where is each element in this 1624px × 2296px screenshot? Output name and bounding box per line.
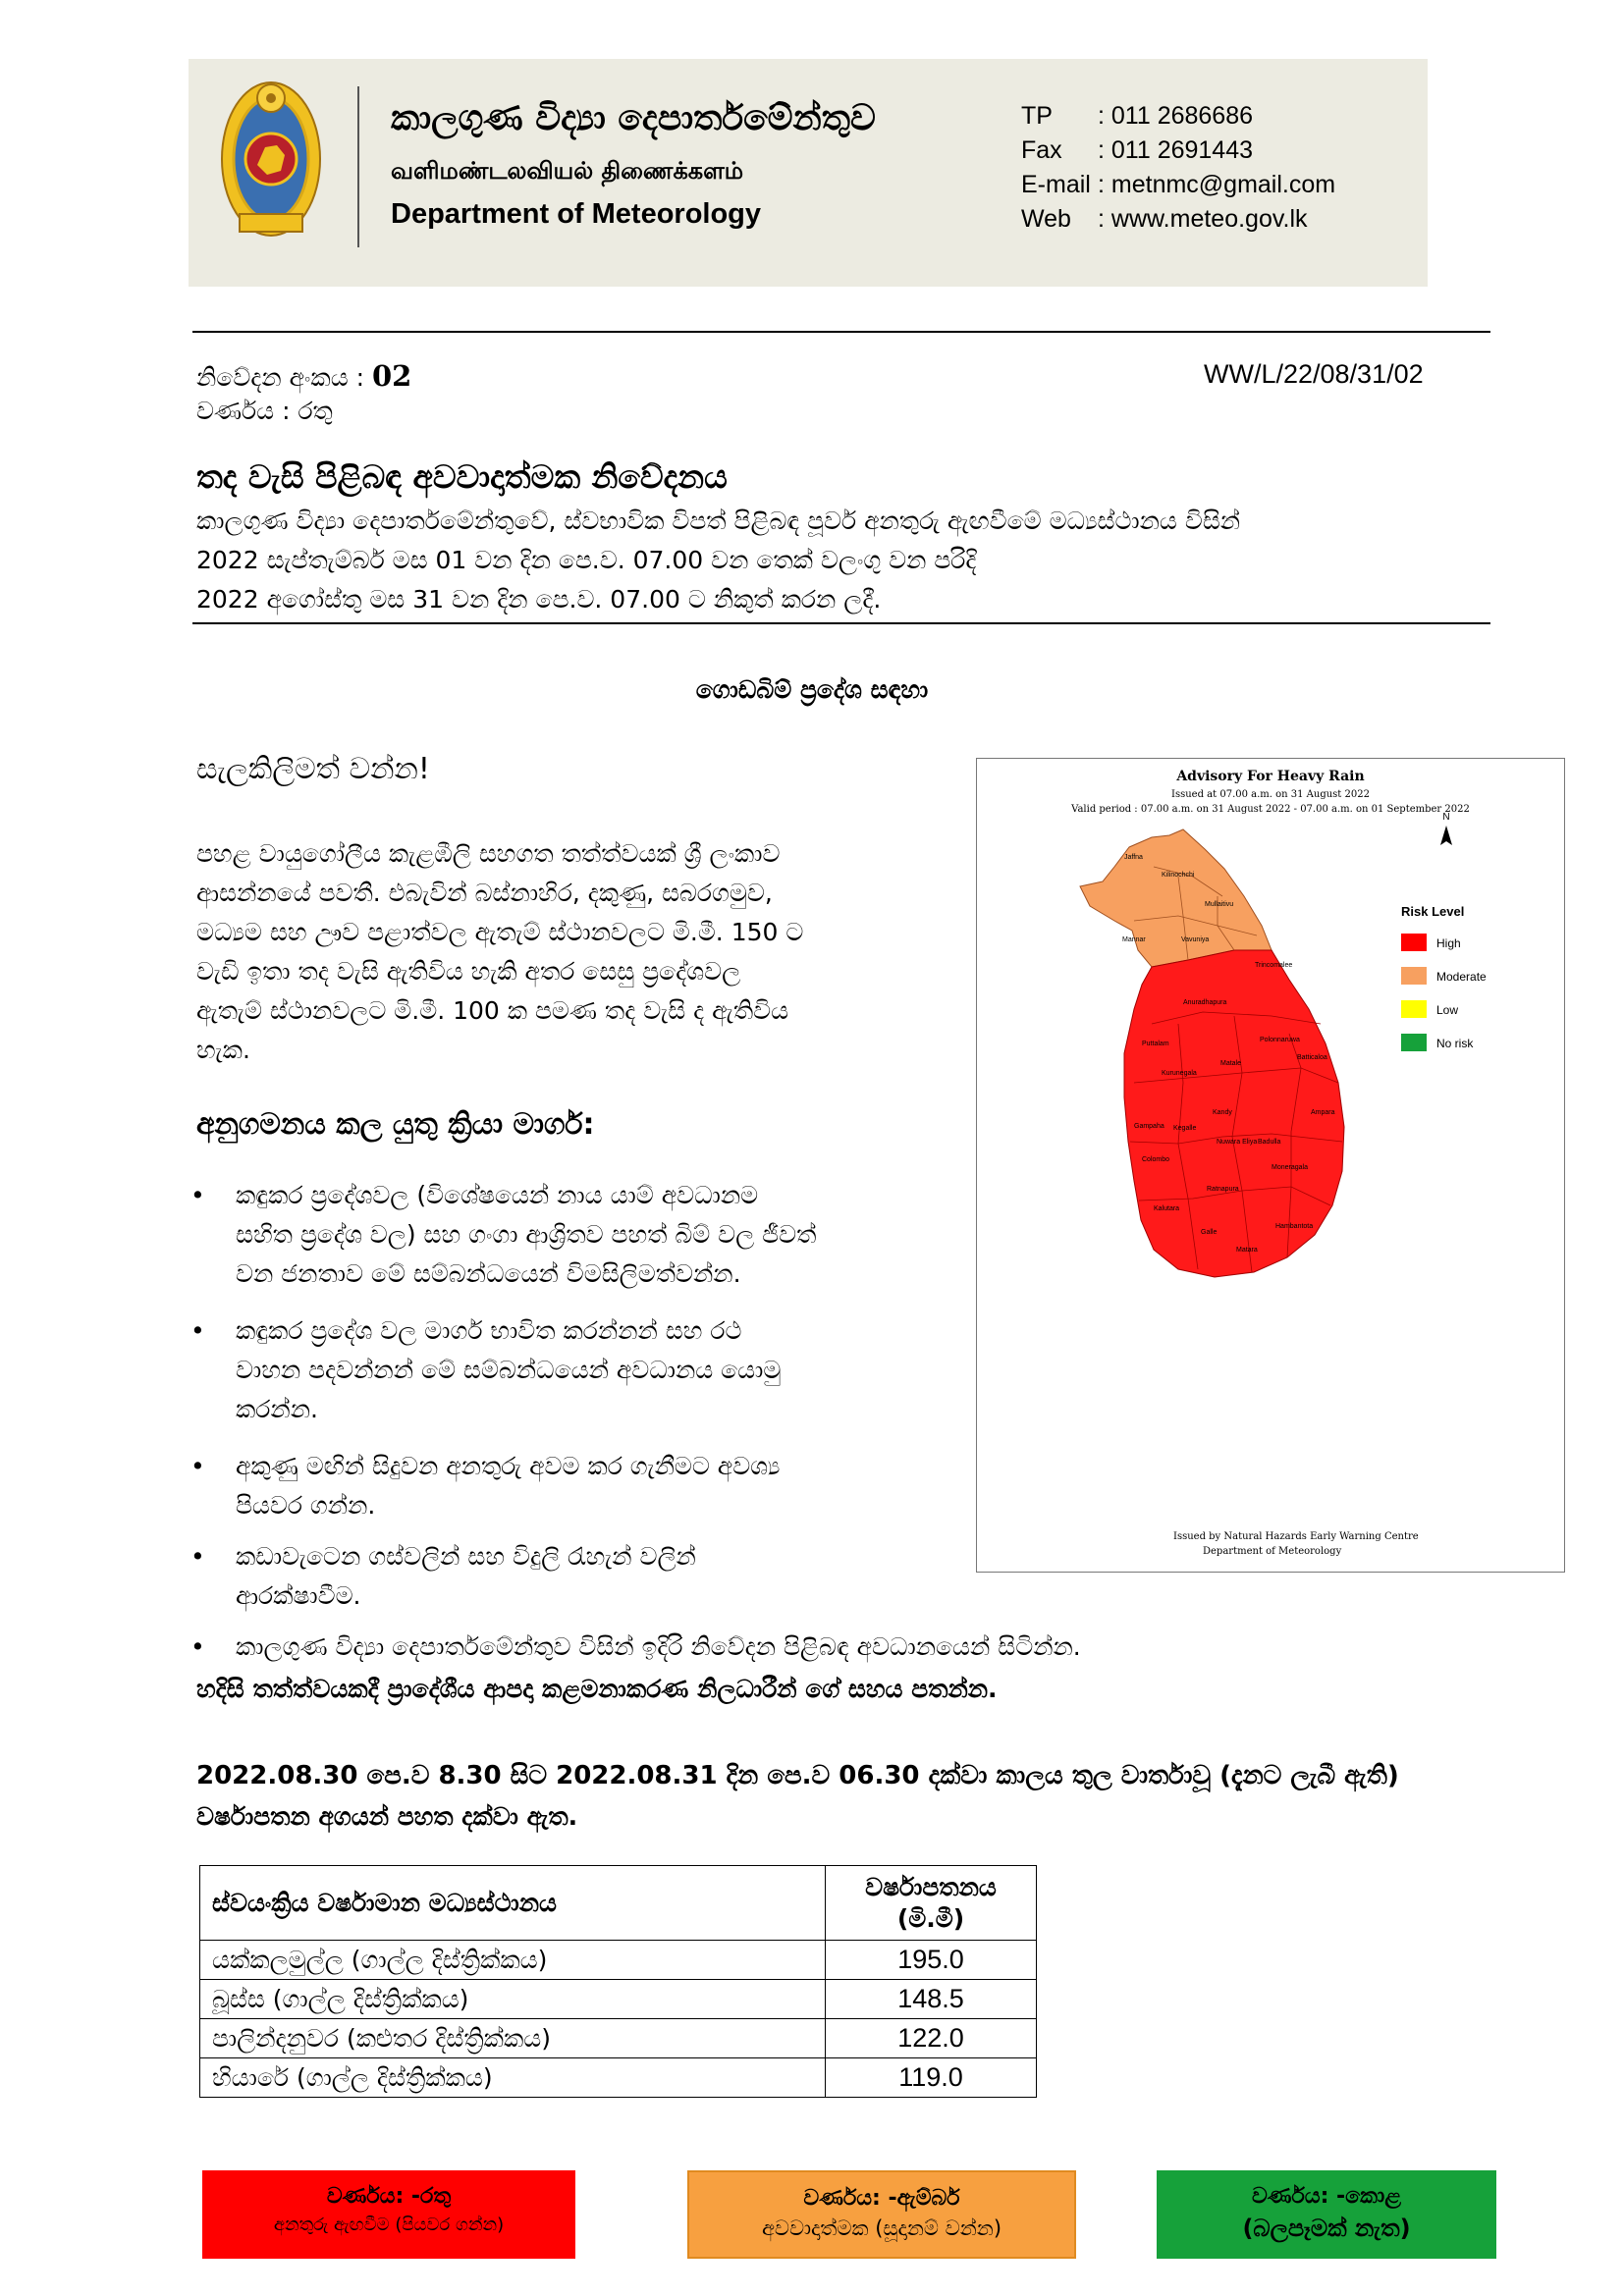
bullet-icon: •: [190, 1632, 205, 1661]
action-line: සහිත ප්‍රදේශ වල) සහ ගංගා ආශ්‍රිතව පහත් බිම් වල ජීවත්: [236, 1220, 817, 1249]
header-divider: [357, 86, 359, 247]
rainfall-table: [199, 1865, 1037, 2098]
rainfall-cell: 148.5: [826, 1980, 1037, 2019]
divider-top: [192, 331, 1490, 333]
alert-line: හැක.: [196, 1036, 250, 1064]
action-line: කඳුකර ප්‍රදේශවල (විශේෂයෙන් නාය යාම් අවධානම: [236, 1181, 759, 1209]
risk-level-title: Risk Level: [1401, 904, 1465, 919]
district-label: Galle: [1201, 1229, 1218, 1236]
legend-green-title: වර්ණය: -කොළ: [1251, 2184, 1402, 2209]
action-line: කරන්න.: [236, 1395, 318, 1423]
action-item: [190, 1176, 816, 1294]
district-label: Puttalam: [1142, 1041, 1169, 1047]
action-item: [190, 1537, 696, 1616]
legend-amber: [687, 2170, 1076, 2259]
dept-name-tamil: வளிமண்டலவியல் திணைக்களம்: [391, 157, 744, 185]
district-label: Trincomalee: [1255, 962, 1293, 969]
district-label: Vavuniya: [1181, 936, 1210, 943]
legend-green-desc: (බලපෑමක් නැත): [1242, 2215, 1411, 2242]
notice-reference: WW/L/22/08/31/02: [1204, 359, 1424, 389]
district-label: Hambantota: [1275, 1223, 1314, 1230]
risk-label-low: Low: [1436, 1003, 1459, 1017]
rainfall-intro-line-2: වර්ෂාපතන අගයන් පහත දක්වා ඇත.: [196, 1802, 578, 1831]
legend-red-title: වර්ණය: -රතු: [326, 2184, 452, 2209]
bullet-icon: •: [190, 1316, 205, 1345]
legend-amber-title: වර්ණය: -ඇම්බර්: [803, 2186, 960, 2211]
notice-number-label: නිවේදන අංකය :: [196, 363, 365, 392]
bullet-icon: •: [190, 1181, 205, 1209]
district-label: Kegalle: [1173, 1125, 1197, 1132]
contact-label-email: E-mail: [1021, 171, 1091, 198]
station-cell: බූස්ස (ගාල්ල දිස්ත්‍රික්කය): [200, 1980, 826, 2019]
bullet-icon: •: [190, 1542, 205, 1571]
legend-red: [202, 2170, 575, 2259]
map-title: Advisory For Heavy Rain: [1176, 769, 1365, 784]
district-label: Mannar: [1122, 936, 1146, 943]
divider-notice: [192, 622, 1490, 624]
heavy-rain-advisory-map: [976, 758, 1565, 1573]
rainfall-cell: 119.0: [826, 2058, 1037, 2098]
issued-line-2: 2022 සැප්තැම්බර් මස 01 වන දින පෙ.ව. 07.00 වන තෙක් වලංගු වන පරිදි: [196, 546, 977, 574]
alert-line: මධ්‍යම සහ ඌව පළාත්වල ඇතැම් ස්ථානවලට මි.මී. 150 ට: [196, 918, 804, 946]
rainfall-cell: 122.0: [826, 2019, 1037, 2058]
table-header-station: ස්වයංක්‍රිය වර්ෂාමාන මධ්‍යස්ථානය: [200, 1866, 826, 1941]
action-item: [190, 1311, 781, 1429]
issued-line-1: කාලගුණ විද්‍යා දෙපාර්තමේන්තුවේ, ස්වභාවික විපත් පිළිබඳ පූර්ව අනතුරු ඇඟවීමේ මධ්‍යස්ථානය විසින්: [196, 507, 1241, 535]
contact-label-fax: Fax: [1021, 136, 1062, 164]
action-line: පියවර ගන්න.: [236, 1491, 376, 1520]
station-cell: යක්කලමුල්ල (ගාල්ල දිස්ත්‍රික්කය): [200, 1941, 826, 1980]
risk-swatch-high: [1401, 934, 1427, 951]
issued-line-3: 2022 අගෝස්තු මස 31 වන දින පෙ.ව. 07.00 ට නිකුත් කරන ලදී.: [196, 585, 882, 614]
alert-paragraph: [196, 834, 923, 1070]
district-label: Matale: [1220, 1060, 1242, 1067]
notice-title: තද වැසි පිළිබඳ අවවාදාත්මක නිවේදනය: [196, 457, 728, 496]
district-label: Gampaha: [1134, 1123, 1164, 1130]
contact-value-tp: : 011 2686686: [1098, 102, 1254, 130]
action-line: වන ජනතාව මේ සම්බන්ධයෙන් විමසිලිමත්වන්න.: [236, 1259, 741, 1288]
district-label: Mullaitivu: [1205, 901, 1234, 908]
table-row: [200, 1941, 1037, 1980]
risk-swatch-moderate: [1401, 967, 1427, 985]
section-title: ගොඩබිම් ප්‍රදේශ සඳහා: [695, 675, 929, 704]
alert-heading: සැලකිලිමත් වන්න!: [196, 752, 430, 786]
rainfall-header-line: වර්ෂාපතනය: [865, 1872, 997, 1901]
contact-label-web: Web: [1021, 205, 1071, 233]
north-arrow-icon: [1440, 812, 1452, 845]
district-label: Anuradhapura: [1183, 999, 1227, 1006]
district-label: Kandy: [1213, 1109, 1232, 1116]
table-row: [200, 1980, 1037, 2019]
table-row: [200, 2058, 1037, 2098]
district-label: Polonnaruwa: [1260, 1037, 1300, 1043]
station-cell: පාලින්දනුවර (කළුතර දිස්ත්‍රික්කය): [200, 2019, 826, 2058]
district-label: Colombo: [1142, 1156, 1170, 1163]
map-valid-period: Valid period : 07.00 a.m. on 31 August 2022 - 07.00 a.m. on 01 September 2022: [1071, 804, 1470, 815]
rainfall-header-unit: (මි.මී): [896, 1903, 965, 1933]
action-line: කඩාවැටෙන ගස්වලින් සහ විදුලි රැහැන් වලින්: [236, 1542, 696, 1571]
risk-swatch-low: [1401, 1000, 1427, 1018]
svg-text:N: N: [1442, 812, 1450, 823]
bullet-icon: •: [190, 1452, 205, 1480]
contact-label-tp: TP: [1021, 102, 1053, 130]
alert-line: ආසන්නයේ පවතී. එබැවින් බස්නාහිර, දකුණු, සබරගමුව,: [196, 879, 773, 907]
table-header-row: [200, 1866, 1037, 1941]
action-item: [190, 1447, 780, 1525]
risk-label-moderate: Moderate: [1436, 970, 1487, 984]
dept-name-english: Department of Meteorology: [391, 198, 762, 230]
contact-value-web: : www.meteo.gov.lk: [1098, 205, 1308, 233]
notice-number: 02: [372, 359, 412, 393]
district-label: Jaffna: [1124, 854, 1143, 861]
map-footer-dept: Department of Meteorology: [1203, 1546, 1342, 1557]
district-label: Ampara: [1311, 1109, 1335, 1116]
district-label: Ratnapura: [1207, 1186, 1239, 1193]
station-cell: හියාරේ (ගාල්ල දිස්ත්‍රික්කය): [200, 2058, 826, 2098]
rainfall-intro-line-1: 2022.08.30 පෙ.ව 8.30 සිට 2022.08.31 දින පෙ.ව 06.30 දක්වා කාලය තුල වාර්තාවූ (දැනට ලැබී ඇති): [196, 1761, 1399, 1790]
district-label: Batticaloa: [1297, 1054, 1327, 1061]
district-label: Matara: [1236, 1247, 1258, 1254]
action-line: ආරක්ෂාවීම.: [236, 1581, 361, 1610]
action-item: [190, 1628, 1081, 1667]
actions-heading: අනුගමනය කල යුතු ක්‍රියා මාර්ග:: [196, 1107, 595, 1142]
dept-name-sinhala: කාලගුණ විද්‍යා දෙපාර්තමේන්තුව: [391, 98, 876, 138]
contact-value-email: : metnmc@gmail.com: [1098, 171, 1336, 198]
legend-red-desc: අනතුරු ඇඟවීම (පියවර ගන්න): [273, 2215, 505, 2235]
notice-number-line: [196, 359, 411, 393]
sri-lanka-emblem-icon: [218, 77, 324, 241]
district-label: Kalutara: [1154, 1205, 1180, 1212]
map-moderate-region: [1080, 829, 1272, 967]
risk-label-no-risk: No risk: [1436, 1037, 1474, 1050]
risk-swatch-no-risk: [1401, 1034, 1427, 1051]
notice-color: වර්ණය : රතු: [196, 397, 333, 425]
district-label: Kilinochchi: [1162, 872, 1195, 879]
action-line: කාලගුණ විද්‍යා දෙපාර්තමේන්තුව විසින් ඉදිරි නිවේදන පිළිබඳ අවධානයෙන් සිටින්න.: [236, 1632, 1081, 1661]
contact-value-fax: : 011 2691443: [1098, 136, 1254, 164]
risk-label-high: High: [1436, 936, 1461, 950]
legend-green: [1157, 2170, 1496, 2259]
district-label: Kurunegala: [1162, 1070, 1197, 1077]
table-row: [200, 2019, 1037, 2058]
table-header-rainfall: [826, 1866, 1037, 1941]
district-label: Nuwara Eliya: [1217, 1139, 1258, 1146]
alert-line: ඇතැම් ස්ථානවලට මි.මී. 100 ක පමණ තද වැසි ද ඇතිවිය: [196, 996, 789, 1025]
action-line: වාහන පදවන්නන් මේ සම්බන්ධයෙන් අවධානය යොමු: [236, 1356, 782, 1384]
alert-line: පහළ වායුගෝලීය කැළඹීලි සහගත තත්ත්වයක් ශ්‍රී ලංකාව: [196, 839, 781, 868]
rainfall-cell: 195.0: [826, 1941, 1037, 1980]
map-footer-issuer: Issued by Natural Hazards Early Warning Centre: [1173, 1531, 1419, 1542]
emergency-line: හදිසි තත්ත්වයකදී ප්‍රාදේශීය ආපදා කළමනාකරණ නිලධාරීන් ගේ සහය පතන්න.: [196, 1675, 998, 1703]
action-line: කඳුකර ප්‍රදේශ වල මාර්ග භාවිත කරන්නන් සහ රථ: [236, 1316, 742, 1345]
district-label: Moneragala: [1272, 1164, 1308, 1171]
action-line: අකුණු මඟින් සිදුවන අනතුරු අවම කර ගැනීමට අවශ්‍ය: [236, 1452, 781, 1480]
map-issued: Issued at 07.00 a.m. on 31 August 2022: [1171, 789, 1370, 800]
district-label: Badulla: [1258, 1139, 1281, 1146]
alert-line: වැඩි ඉතා තද වැසි ඇතිවිය හැකි අතර සෙසු ප්‍රදේශවල: [196, 957, 741, 986]
legend-amber-desc: අවවාදාත්මක (සූදානම් වන්න): [761, 2216, 1002, 2240]
